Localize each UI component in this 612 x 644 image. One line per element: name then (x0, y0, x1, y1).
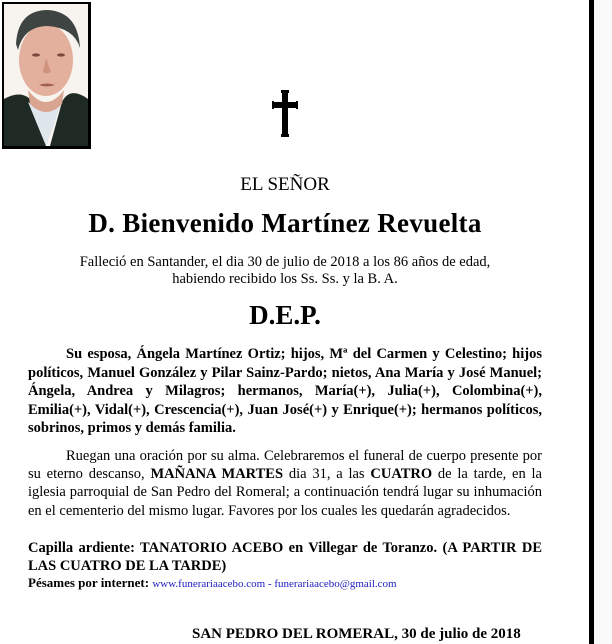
chapel-info: Capilla ardiente: TANATORIO ACEBO en Villegar de Toranzo. (A PARTIR DE LAS CUATRO DE LA TARDE) (28, 540, 542, 574)
funeral-text-2: dia 31, a las (283, 466, 371, 483)
funeral-text-1: Ruegan una oración por su alma. Celebraremos el funeral de cuerpo presente por su eterno descanso, (28, 448, 542, 483)
funeral-hour: CUATRO (370, 466, 433, 483)
condolences-label: Pésames por internet: (28, 575, 150, 590)
deceased-photo (2, 2, 91, 149)
death-details-line-1: Falleció en Santander, el dia 30 de julio de 2018 a los 86 años de edad, (79, 254, 491, 270)
funeral-text-3: de la tarde, en la iglesia parroquial de San Pedro del Romeral; a continuación tendrá lugar su inhumación en el cementerio del mismo lugar. Favores por los cuales les quedarán agradecidos. (28, 466, 542, 519)
condolences-line (28, 575, 397, 591)
funeral-paragraph (28, 447, 542, 520)
latin-cross-icon (272, 88, 300, 138)
place-date-signoff: SAN PEDRO DEL ROMERAL, 30 de julio de 2018 (192, 626, 521, 642)
death-details-line-2: habiendo recibido los Ss. Ss. y la B. A. (172, 271, 398, 287)
family-paragraph (28, 345, 542, 438)
funeral-day: MAÑANA MARTES (150, 466, 284, 483)
page-edge-bar (589, 0, 594, 644)
website-link[interactable]: www.funerariaacebo.com (152, 578, 266, 590)
family-text: Su esposa, Ángela Martínez Ortiz; hijos, Mª del Carmen y Celestino; hijos políticos, Manuel González y Pilar Sainz-Pardo; nietos, Ana María y José Manuel; Ángela, Andrea y Milagros; hermanos, María(+), Julia(+), Colombina(+), Emilia(+), Vidal(+), Crescencia(+), Juan José(+) y Enrique(+); hermanos políticos, sobrinos, primos y demás familia. (28, 346, 542, 436)
email-link[interactable]: funerariaacebo@gmail.com (274, 578, 397, 590)
deceased-name: D. Bienvenido Martínez Revuelta (88, 208, 482, 238)
honorific-heading: EL SEÑOR (240, 174, 330, 195)
separator: - (265, 578, 275, 590)
death-details (0, 254, 570, 288)
page-margin (594, 0, 612, 644)
dep-heading: D.E.P. (249, 300, 321, 330)
